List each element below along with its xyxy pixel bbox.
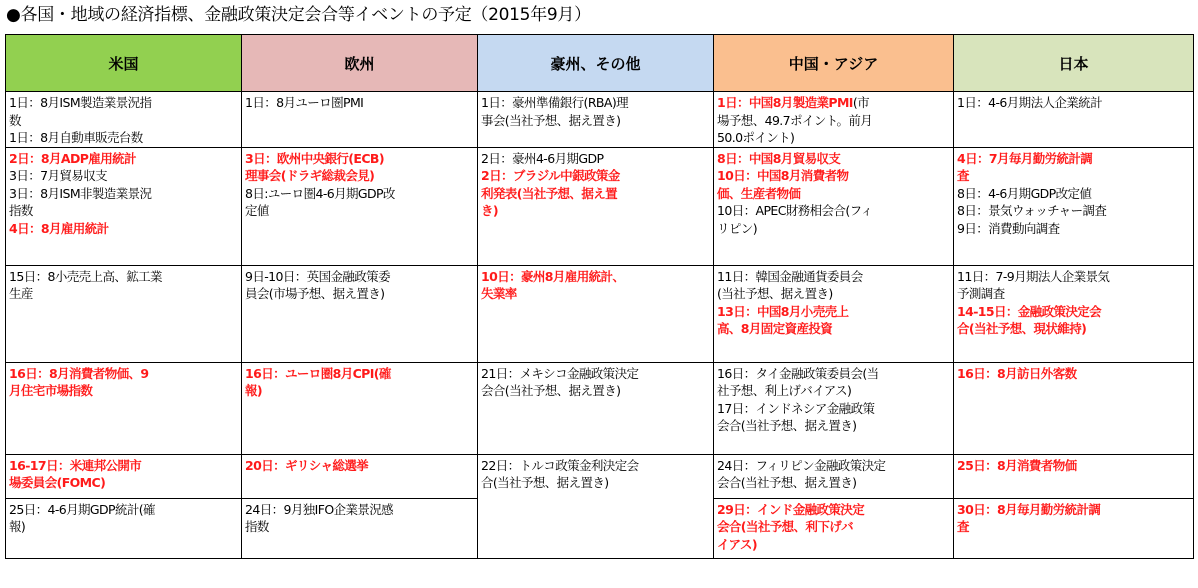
event-text: 1日：8月ユーロ圏PMI <box>245 95 364 110</box>
event-text: 24日：9月独IFO企業景況感 指数 <box>245 501 394 534</box>
event-item <box>717 457 951 492</box>
event-text: 1日：8月自動車販売台数 <box>9 130 143 145</box>
event-text: 11日：7-9月期法人企業景気 予測調査 <box>957 268 1110 301</box>
cell-europe-2 <box>242 147 478 265</box>
event-text: 21日：メキシコ金融政策決定 会合(当社予想、据え置き) <box>481 365 639 398</box>
event-item <box>9 457 239 492</box>
event-text-highlight: 10日：中国8月消費者物 価、生産者物価 <box>717 168 849 201</box>
event-item <box>481 457 711 492</box>
event-item <box>245 501 475 536</box>
cell-europe-5 <box>242 454 478 498</box>
event-text-highlight: 4日：7月毎月勤労統計調 査 <box>957 150 1093 183</box>
event-text-highlight: 13日：中国8月小売売上 高、8月固定資産投資 <box>717 303 849 336</box>
event-item <box>9 220 239 238</box>
event-item <box>957 365 1191 383</box>
header-japan: 日本 <box>954 35 1194 92</box>
event-item <box>957 457 1191 475</box>
event-item <box>245 457 475 475</box>
event-item <box>717 202 951 237</box>
event-text: 2日：豪州4-6月期GDP <box>481 150 604 166</box>
cell-australia-5 <box>478 454 714 558</box>
event-item <box>957 150 1191 185</box>
event-text: 9日-10日：英国金融政策委 員会(市場予想、据え置き) <box>245 268 390 301</box>
header-us: 米国 <box>6 35 242 92</box>
table-row <box>6 362 1194 454</box>
event-text-highlight: 14-15日：金融政策決定会 合(当社予想、現状維持) <box>957 303 1102 336</box>
event-text-highlight: 10日：豪州8月雇用統計、 失業率 <box>481 268 625 301</box>
event-item <box>481 365 711 400</box>
event-item <box>245 365 475 400</box>
event-item <box>481 94 711 129</box>
cell-australia-3 <box>478 265 714 362</box>
table-row <box>6 454 1194 498</box>
event-calendar-table <box>5 34 1194 559</box>
event-item <box>957 202 1191 220</box>
event-text: 1日：8月ISM製造業景況指 数 <box>9 95 152 128</box>
event-text-highlight: 3日：欧州中央銀行(ECB) 理事会(ドラギ総裁会見) <box>245 150 384 183</box>
cell-japan-6 <box>954 498 1194 558</box>
cell-asia-2 <box>714 147 954 265</box>
cell-us-4 <box>6 362 242 454</box>
cell-europe-1 <box>242 92 478 148</box>
cell-australia-1 <box>478 92 714 148</box>
event-text: 16日：タイ金融政策委員会(当 社予想、利上げバイアス) <box>717 365 879 398</box>
event-item <box>481 150 711 168</box>
event-text-highlight: 20日：ギリシャ総選挙 <box>245 457 369 473</box>
event-item <box>9 501 239 536</box>
cell-asia-6 <box>714 498 954 558</box>
header-china-asia: 中国・アジア <box>714 35 954 92</box>
event-text: 15日：8小売売上高、鉱工業 生産 <box>9 268 162 301</box>
event-item <box>957 501 1191 536</box>
table-row <box>6 92 1194 148</box>
cell-japan-3 <box>954 265 1194 362</box>
cell-australia-2 <box>478 147 714 265</box>
event-item <box>717 94 951 147</box>
event-text: 8日：景気ウォッチャー調査 <box>957 203 1107 218</box>
cell-asia-4 <box>714 362 954 454</box>
cell-us-3 <box>6 265 242 362</box>
event-item <box>717 365 951 400</box>
table-row <box>6 265 1194 362</box>
event-text-highlight: 8日：中国8月貿易収支 <box>717 150 841 166</box>
event-item <box>717 400 951 435</box>
event-text-highlight: 16日：8月消費者物価、9 月住宅市場指数 <box>9 365 149 398</box>
event-text-highlight: 4日：8月雇用統計 <box>9 220 109 236</box>
event-item <box>481 268 711 303</box>
event-item <box>245 268 475 303</box>
event-item <box>9 94 239 129</box>
event-item <box>717 150 951 168</box>
cell-japan-1 <box>954 92 1194 148</box>
event-item <box>9 167 239 185</box>
cell-us-6 <box>6 498 242 558</box>
event-text: 1日：豪州準備銀行(RBA)理 事会(当社予想、据え置き) <box>481 95 629 128</box>
event-item <box>717 501 951 554</box>
cell-us-5 <box>6 454 242 498</box>
cell-us-1 <box>6 92 242 148</box>
cell-europe-6 <box>242 498 478 558</box>
event-text-highlight: 30日：8月毎月勤労統計調 査 <box>957 501 1101 534</box>
event-text-note: (市 場予想、49.7ポイント。前月 50.0ポイント) <box>717 95 873 145</box>
event-text: 17日：インドネシア金融政策 会合(当社予想、据え置き) <box>717 400 875 433</box>
event-text: 24日：フィリピン金融政策決定 会合(当社予想、据え置き) <box>717 457 886 490</box>
event-item <box>957 303 1191 338</box>
event-text: 8日：4-6月期GDP改定値 <box>957 185 1092 201</box>
event-item <box>245 150 475 185</box>
event-item <box>9 365 239 400</box>
header-row <box>6 35 1194 92</box>
event-item <box>481 167 711 220</box>
cell-japan-5 <box>954 454 1194 498</box>
event-text: 11日：韓国金融通貨委員会 (当社予想、据え置き) <box>717 268 863 301</box>
cell-japan-4 <box>954 362 1194 454</box>
event-item <box>717 303 951 338</box>
event-item <box>9 129 239 147</box>
event-item <box>957 94 1191 112</box>
event-text-highlight: 16-17日：米連邦公開市 場委員会(FOMC) <box>9 457 142 490</box>
event-item <box>9 185 239 220</box>
cell-europe-4 <box>242 362 478 454</box>
event-text: 1日：4-6月期法人企業統計 <box>957 95 1102 110</box>
event-item <box>9 150 239 168</box>
cell-japan-2 <box>954 147 1194 265</box>
event-item <box>957 185 1191 203</box>
event-text: 10日：APEC財務相会合(フィ リピン) <box>717 203 873 236</box>
cell-asia-1 <box>714 92 954 148</box>
event-text: 9日：消費動向調査 <box>957 220 1060 236</box>
table-row <box>6 147 1194 265</box>
event-text: 3日：7月貿易収支 <box>9 168 108 183</box>
event-item <box>717 167 951 202</box>
event-text-highlight: 16日：8月訪日外客数 <box>957 365 1077 381</box>
event-text-highlight: 2日：ブラジル中銀政策金 利発表(当社予想、据え置 き) <box>481 168 620 218</box>
cell-us-2 <box>6 147 242 265</box>
header-europe: 欧州 <box>242 35 478 92</box>
event-text: 8日:ユーロ圏4-6月期GDP改 定値 <box>245 185 395 218</box>
event-text: 3日：8月ISM非製造業景況 指数 <box>9 185 152 218</box>
event-text-highlight: 25日：8月消費者物価 <box>957 457 1077 473</box>
event-text: 25日：4-6月期GDP統計(確 報) <box>9 501 155 534</box>
event-text: 22日：トルコ政策金利決定会 合(当社予想、据え置き) <box>481 457 639 490</box>
cell-europe-3 <box>242 265 478 362</box>
cell-asia-5 <box>714 454 954 498</box>
cell-asia-3 <box>714 265 954 362</box>
page-title: ●各国・地域の経済指標、金融政策決定会合等イベントの予定（2015年9月） <box>6 5 591 25</box>
event-item <box>245 185 475 220</box>
event-item <box>245 94 475 112</box>
event-text-highlight: 16日：ユーロ圏8月CPI(確 報) <box>245 365 391 398</box>
event-text-highlight: 1日：中国8月製造業PMI <box>717 95 853 110</box>
event-item <box>957 268 1191 303</box>
header-australia-other: 豪州、その他 <box>478 35 714 92</box>
event-text-highlight: 29日：インド金融政策決定 会合(当社予想、利下げバ イアス) <box>717 501 865 552</box>
event-text-highlight: 2日：8月ADP雇用統計 <box>9 150 136 166</box>
event-item <box>9 268 239 303</box>
cell-australia-4 <box>478 362 714 454</box>
event-item <box>717 268 951 303</box>
event-item <box>957 220 1191 238</box>
